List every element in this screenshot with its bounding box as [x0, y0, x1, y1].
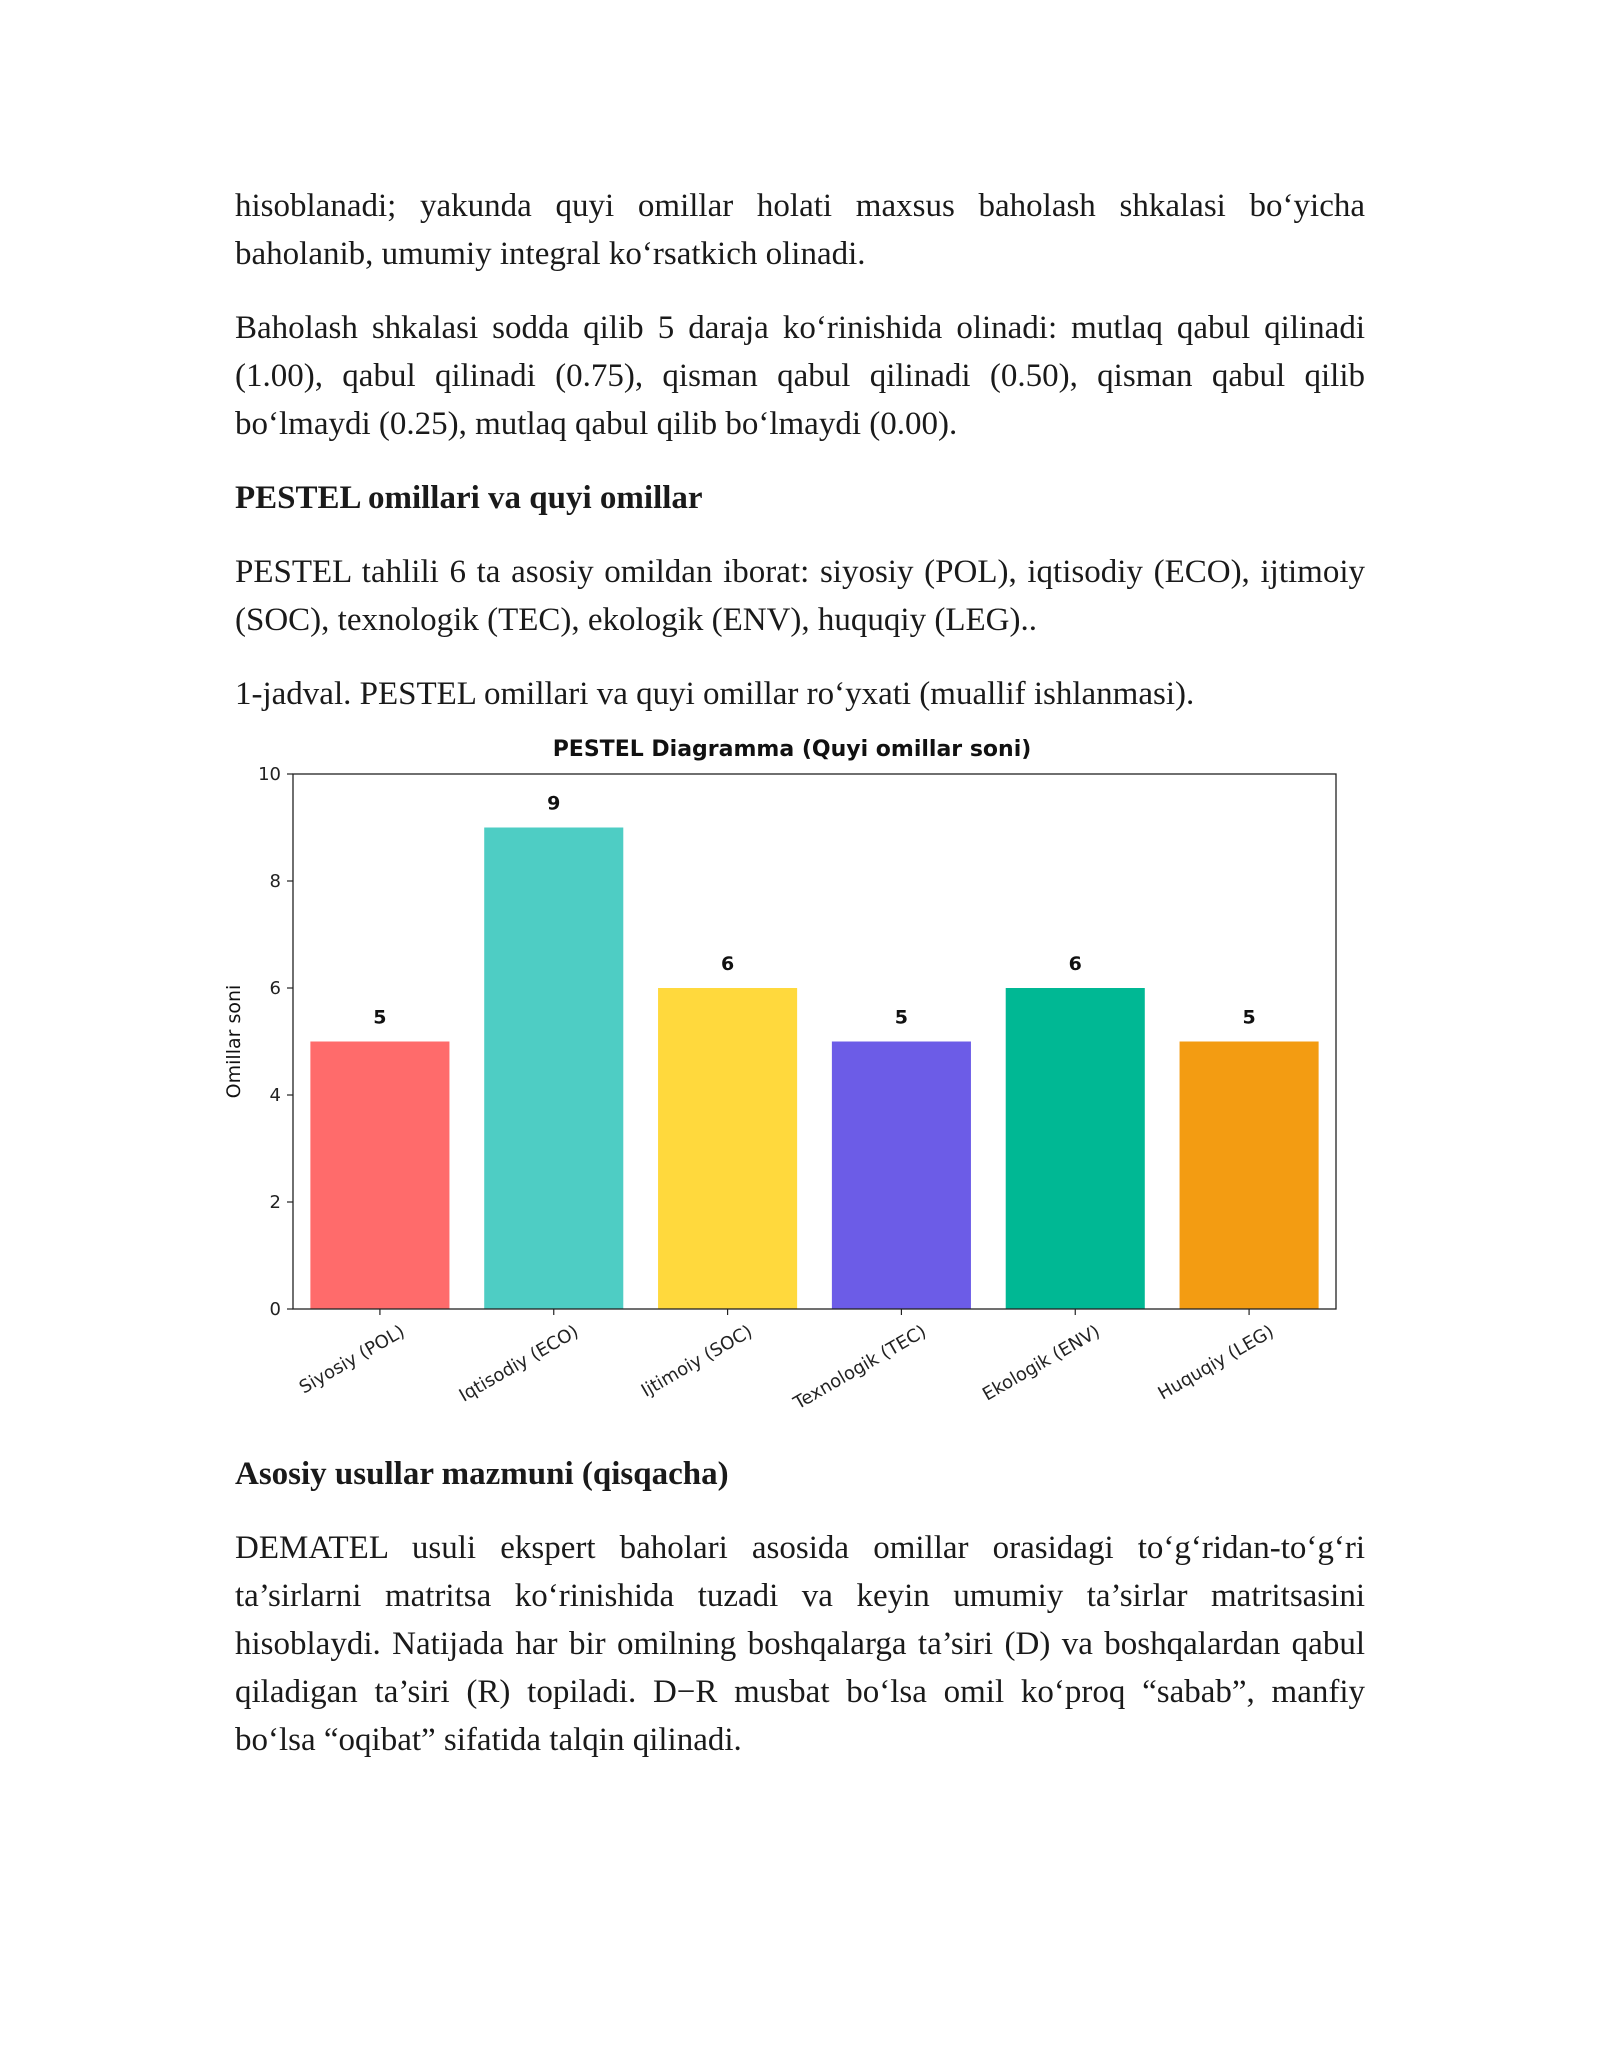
pestel-chart-container [223, 726, 1365, 1432]
data-label-5: 5 [1242, 1006, 1256, 1029]
heading-methods-summary: Asosiy usullar mazmuni (qisqacha) [235, 1456, 729, 1492]
table-caption: 1-jadval. PESTEL omillari va quyi omillar ro‘yxati (muallif ishlanmasi). [235, 676, 1195, 712]
data-label-3: 5 [894, 1006, 909, 1029]
x-tick-label-2: Ijtimoiy (SOC) [637, 1321, 757, 1402]
paragraph-dematel: DEMATEL usuli ekspert baholari asosida omillar orasidagi to‘g‘ridan-to‘g‘ri ta’sirlarni matritsa ko‘rinishida tuzadi va keyin umumiy ta’sirlar matritsasini hisoblaydi. Natijada har bir omilning boshqalarga ta’siri (D) va boshqalardan qabul qiladigan ta’siri (R) topiladi. D−R musbat bo‘lsa omil ko‘proq “sabab”, manfiy bo‘lsa “oqibat” sifatida talqin qilinadi. [235, 1530, 1365, 1758]
data-label-1: 9 [547, 792, 561, 815]
data-label-4: 6 [1068, 953, 1082, 975]
paragraph-scale-levels: Baholash shkalasi sodda qilib 5 daraja ko‘rinishida olinadi: mutlaq qabul qilinadi (1.00), qabul qilinadi (0.75), qisman qabul qilinadi (0.50), qisman qabul qilib bo‘lmaydi (0.25), mutlaq qabul qilib bo‘lmaydi (0.00). [235, 310, 1365, 442]
chart-title: PESTEL Diagramma (Quyi omillar soni) [552, 737, 1032, 762]
x-tick-label-0: Siyosiy (POL) [295, 1321, 409, 1399]
bars-layer [310, 828, 1318, 1310]
data-label-2: 6 [720, 953, 735, 975]
y-tick-label-0: 0 [269, 1299, 281, 1320]
x-tick-label-3: Texnologik (TEC) [790, 1321, 930, 1415]
y-tick-label-4: 8 [269, 871, 281, 892]
x-tick-label-5: Huquqiy (LEG) [1154, 1321, 1278, 1405]
bar-1 [484, 828, 623, 1310]
pestel-bar-chart [220, 726, 1350, 1432]
y-tick-label-1: 2 [269, 1192, 281, 1213]
bar-3 [832, 1042, 971, 1310]
bar-5 [1180, 1042, 1319, 1310]
x-tick-label-1: Iqtisodiy (ECO) [455, 1321, 583, 1407]
y-tick-label-2: 4 [269, 1085, 281, 1106]
y-axis-label: Omillar soni [223, 984, 245, 1099]
paragraph-pestel-overview: PESTEL tahlili 6 ta asosiy omildan iborat: siyosiy (POL), iqtisodiy (ECO), ijtimoiy (SOC), texnologik (TEC), ekologik (ENV), huquqiy (LEG).. [235, 554, 1365, 638]
y-tick-label-3: 6 [269, 978, 281, 999]
bar-0 [310, 1042, 449, 1310]
data-label-0: 5 [373, 1006, 387, 1029]
bar-2 [658, 988, 797, 1309]
bar-4 [1006, 988, 1145, 1309]
paragraph-scale-intro: hisoblanadi; yakunda quyi omillar holati maxsus baholash shkalasi bo‘yicha baholanib, umumiy integral ko‘rsatkich olinadi. [235, 188, 1365, 272]
document-page [223, 182, 1365, 1790]
y-tick-label-5: 10 [258, 764, 281, 785]
heading-pestel-factors: PESTEL omillari va quyi omillar [235, 480, 703, 516]
x-tick-label-4: Ekologik (ENV) [978, 1321, 1104, 1406]
